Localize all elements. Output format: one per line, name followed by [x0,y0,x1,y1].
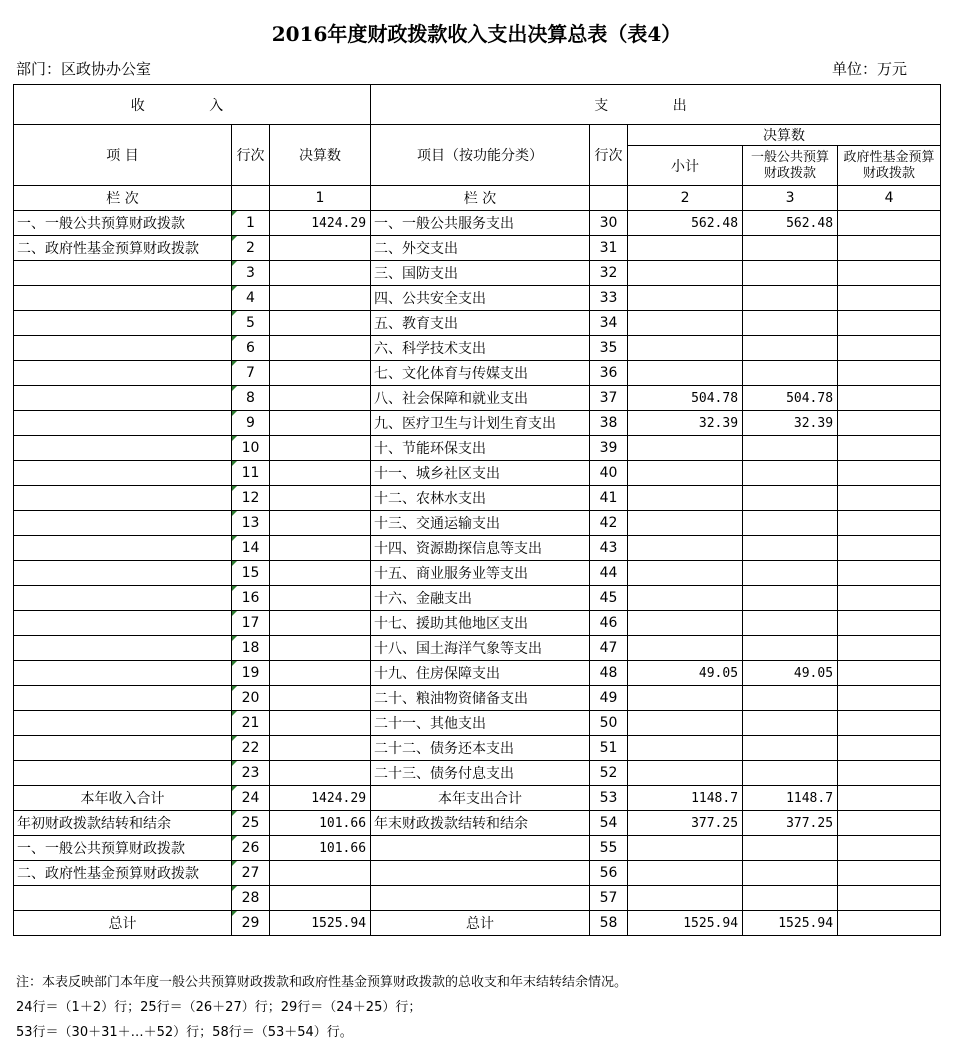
subtotal-cell [628,586,743,611]
subtotal-cell [628,511,743,536]
expense-line-cell: 53 [590,786,628,811]
expense-item-cell: 五、教育支出 [371,311,590,336]
table-row [14,461,941,486]
income-item-cell [14,661,232,686]
general-budget-cell [743,536,838,561]
gov-fund-cell [838,436,941,461]
expense-line-cell: 45 [590,586,628,611]
income-item-cell [14,636,232,661]
subtotal-cell [628,361,743,386]
subtotal-cell: 49.05 [628,661,743,686]
expense-item-cell: 十八、国土海洋气象等支出 [371,636,590,661]
expense-line-cell: 37 [590,386,628,411]
expense-line-cell: 48 [590,661,628,686]
gov-fund-cell [838,911,941,936]
subtotal-cell [628,611,743,636]
income-amount-cell [270,661,371,686]
income-item-cell [14,436,232,461]
gov-fund-cell [838,386,941,411]
gov-fund-cell [838,811,941,836]
expense-item-header: 项目（按功能分类） [371,125,590,186]
gov-fund-cell [838,361,941,386]
gov-fund-cell [838,536,941,561]
subtotal-cell [628,761,743,786]
general-budget-cell [743,561,838,586]
income-line-cell: 10 [232,436,270,461]
gov-fund-cell [838,561,941,586]
income-amount-cell [270,311,371,336]
general-budget-cell [743,511,838,536]
gov-fund-cell [838,461,941,486]
income-amount-cell [270,511,371,536]
note-line: 53行＝（30＋31＋…＋52）行；58行＝（53＋54）行。 [16,1025,353,1040]
expense-item-cell: 十九、住房保障支出 [371,661,590,686]
income-item-cell [14,311,232,336]
expense-line-cell: 55 [590,836,628,861]
gov-fund-cell [838,511,941,536]
income-line-cell: 3 [232,261,270,286]
income-amount-cell: 1525.94 [270,911,371,936]
income-amount-cell [270,561,371,586]
general-budget-cell: 1148.7 [743,786,838,811]
table-row [14,361,941,386]
gov-fund-cell [838,411,941,436]
expense-line-cell: 43 [590,536,628,561]
expense-item-cell: 四、公共安全支出 [371,286,590,311]
expense-line-cell: 34 [590,311,628,336]
income-line-cell: 23 [232,761,270,786]
income-line-cell: 19 [232,661,270,686]
expense-line-cell: 58 [590,911,628,936]
table-row [14,711,941,736]
gov-fund-cell [838,236,941,261]
table-row [14,911,941,936]
expense-line-cell: 56 [590,861,628,886]
income-line-cell: 7 [232,361,270,386]
income-item-cell: 一、一般公共预算财政拨款 [14,836,232,861]
subtotal-cell [628,236,743,261]
table-row [14,511,941,536]
expense-line-cell: 51 [590,736,628,761]
gov-fund-cell [838,861,941,886]
income-item-cell: 二、政府性基金预算财政拨款 [14,861,232,886]
table-row [14,686,941,711]
subtotal-cell: 1148.7 [628,786,743,811]
gov-fund-cell [838,836,941,861]
income-line-cell: 25 [232,811,270,836]
gov-fund-cell [838,886,941,911]
gov-fund-cell [838,761,941,786]
expense-line-cell: 52 [590,761,628,786]
income-amount-cell [270,286,371,311]
expense-header: 支 出 [371,85,941,125]
gov-fund-cell [838,261,941,286]
income-line-cell: 15 [232,561,270,586]
expense-item-cell: 十六、金融支出 [371,586,590,611]
table-row [14,786,941,811]
gov-fund-cell [838,736,941,761]
subtotal-cell [628,636,743,661]
income-amount-header: 决算数 [270,125,371,186]
gov-fund-cell [838,211,941,236]
income-amount-cell [270,361,371,386]
expense-item-cell: 十二、农林水支出 [371,486,590,511]
expense-item-cell: 二十、粮油物资储备支出 [371,686,590,711]
expense-item-cell [371,836,590,861]
income-amount-cell [270,486,371,511]
general-budget-cell [743,711,838,736]
income-line-cell: 26 [232,836,270,861]
table-row [14,561,941,586]
table-row [14,411,941,436]
expense-line-cell: 40 [590,461,628,486]
income-amount-cell [270,736,371,761]
income-line-cell: 16 [232,586,270,611]
income-line-cell: 1 [232,211,270,236]
general-budget-cell [743,486,838,511]
gov-fund-cell [838,786,941,811]
general-budget-cell: 1525.94 [743,911,838,936]
expense-line-cell: 50 [590,711,628,736]
subtotal-cell [628,461,743,486]
table-row [14,536,941,561]
subtotal-cell [628,836,743,861]
income-amount-cell [270,386,371,411]
expense-item-cell: 本年支出合计 [371,786,590,811]
gov-fund-cell [838,486,941,511]
income-amount-cell [270,611,371,636]
empty-cell [590,186,628,211]
income-amount-cell [270,261,371,286]
expense-line-cell: 35 [590,336,628,361]
expense-line-header: 行次 [590,125,628,186]
income-item-cell [14,261,232,286]
income-line-cell: 18 [232,636,270,661]
expense-item-cell: 十三、交通运输支出 [371,511,590,536]
table-row [14,636,941,661]
expense-item-cell: 一、一般公共服务支出 [371,211,590,236]
expense-line-cell: 46 [590,611,628,636]
general-budget-cell: 504.78 [743,386,838,411]
gov-fund-header: 政府性基金预算财政拨款 [838,146,941,186]
subtotal-cell [628,561,743,586]
income-amount-cell [270,686,371,711]
gov-fund-cell [838,286,941,311]
budget-table [13,84,941,936]
income-line-cell: 5 [232,311,270,336]
income-amount-cell [270,861,371,886]
general-budget-cell: 562.48 [743,211,838,236]
table-row [14,836,941,861]
table-row [14,286,941,311]
expense-item-cell: 二十三、债务付息支出 [371,761,590,786]
gov-fund-cell [838,661,941,686]
income-item-cell [14,611,232,636]
expense-item-cell: 三、国防支出 [371,261,590,286]
expense-item-cell: 九、医疗卫生与计划生育支出 [371,411,590,436]
income-line-cell: 9 [232,411,270,436]
general-budget-cell [743,311,838,336]
page-title: 2016年度财政拨款收入支出决算总表（表4） [271,22,682,46]
expense-line-cell: 44 [590,561,628,586]
income-amount-cell [270,436,371,461]
general-budget-cell [743,636,838,661]
subtotal-cell [628,736,743,761]
general-budget-cell [743,736,838,761]
expense-line-cell: 38 [590,411,628,436]
subtotal-cell [628,686,743,711]
general-budget-cell [743,861,838,886]
income-amount-cell [270,886,371,911]
general-budget-cell [743,836,838,861]
gov-fund-cell [838,686,941,711]
general-budget-cell [743,236,838,261]
empty-cell [232,186,270,211]
gov-fund-cell [838,711,941,736]
expense-item-cell [371,886,590,911]
gov-fund-cell [838,336,941,361]
table-row [14,811,941,836]
income-amount-cell [270,761,371,786]
col-number-2: 2 [628,186,743,211]
general-budget-cell: 32.39 [743,411,838,436]
income-item-cell [14,561,232,586]
income-column-label: 栏 次 [14,186,232,211]
income-item-cell [14,286,232,311]
col-number-4: 4 [838,186,941,211]
income-item-cell [14,686,232,711]
income-item-cell [14,536,232,561]
income-item-header: 项 目 [14,125,232,186]
income-item-cell [14,586,232,611]
expense-line-cell: 33 [590,286,628,311]
general-budget-cell: 377.25 [743,811,838,836]
gov-fund-cell [838,611,941,636]
income-amount-cell [270,536,371,561]
subtotal-cell [628,711,743,736]
income-line-cell: 29 [232,911,270,936]
general-budget-cell [743,286,838,311]
subtotal-cell [628,861,743,886]
income-line-cell: 27 [232,861,270,886]
income-amount-cell: 1424.29 [270,211,371,236]
general-budget-cell [743,361,838,386]
gov-fund-cell [838,586,941,611]
subtotal-cell [628,886,743,911]
income-line-cell: 21 [232,711,270,736]
table-row [14,661,941,686]
income-header: 收 入 [14,85,371,125]
income-amount-cell [270,586,371,611]
general-budget-cell [743,761,838,786]
income-item-cell [14,336,232,361]
income-line-cell: 8 [232,386,270,411]
income-line-header: 行次 [232,125,270,186]
income-amount-cell [270,461,371,486]
income-amount-cell [270,236,371,261]
expense-line-cell: 49 [590,686,628,711]
subtotal-cell: 562.48 [628,211,743,236]
income-item-cell [14,411,232,436]
income-line-cell: 12 [232,486,270,511]
col-number-3: 3 [743,186,838,211]
gov-fund-cell [838,311,941,336]
income-item-cell [14,886,232,911]
note-line: 24行＝（1＋2）行；25行＝（26＋27）行；29行＝（24＋25）行； [16,1000,422,1015]
income-line-cell: 28 [232,886,270,911]
income-line-cell: 17 [232,611,270,636]
table-row [14,311,941,336]
unit-label: 单位：万元 [832,60,908,78]
table-row [14,736,941,761]
expense-line-cell: 31 [590,236,628,261]
gov-fund-cell [838,636,941,661]
general-budget-cell [743,611,838,636]
subtotal-cell [628,536,743,561]
subtotal-cell: 1525.94 [628,911,743,936]
table-row [14,886,941,911]
income-item-cell [14,761,232,786]
subtotal-cell [628,336,743,361]
income-amount-cell [270,711,371,736]
expense-column-label: 栏 次 [371,186,590,211]
general-budget-cell: 49.05 [743,661,838,686]
income-amount-cell: 1424.29 [270,786,371,811]
expense-item-cell: 十、节能环保支出 [371,436,590,461]
expense-line-cell: 42 [590,511,628,536]
general-budget-cell [743,886,838,911]
table-row [14,436,941,461]
general-budget-header: 一般公共预算财政拨款 [743,146,838,186]
expense-item-cell: 十四、资源勘探信息等支出 [371,536,590,561]
income-item-cell [14,511,232,536]
table-row [14,861,941,886]
income-line-cell: 11 [232,461,270,486]
expense-line-cell: 36 [590,361,628,386]
table-row [14,236,941,261]
income-line-cell: 20 [232,686,270,711]
expense-line-cell: 30 [590,211,628,236]
general-budget-cell [743,586,838,611]
table-row [14,211,941,236]
expense-item-cell: 十一、城乡社区支出 [371,461,590,486]
table-row [14,386,941,411]
income-amount-cell [270,411,371,436]
income-item-cell: 一、一般公共预算财政拨款 [14,211,232,236]
subtotal-cell [628,436,743,461]
income-line-cell: 13 [232,511,270,536]
expense-line-cell: 41 [590,486,628,511]
expense-item-cell: 八、社会保障和就业支出 [371,386,590,411]
income-item-cell [14,386,232,411]
subtotal-cell: 377.25 [628,811,743,836]
expense-item-cell: 二、外交支出 [371,236,590,261]
expense-line-cell: 32 [590,261,628,286]
general-budget-cell [743,461,838,486]
expense-line-cell: 39 [590,436,628,461]
final-amount-header: 决算数 [628,125,941,146]
col-number-1: 1 [270,186,371,211]
general-budget-cell [743,261,838,286]
expense-line-cell: 57 [590,886,628,911]
income-line-cell: 2 [232,236,270,261]
subtotal-cell [628,311,743,336]
income-item-cell: 二、政府性基金预算财政拨款 [14,236,232,261]
notes [16,970,627,1045]
subtotal-header: 小计 [628,146,743,186]
income-amount-cell: 101.66 [270,811,371,836]
income-item-cell [14,461,232,486]
subtotal-cell [628,486,743,511]
expense-item-cell [371,861,590,886]
income-amount-cell [270,336,371,361]
income-item-cell [14,736,232,761]
expense-item-cell: 十五、商业服务业等支出 [371,561,590,586]
expense-item-cell: 年末财政拨款结转和结余 [371,811,590,836]
note-line: 注：本表反映部门本年度一般公共预算财政拨款和政府性基金预算财政拨款的总收支和年末结转结余情况。 [16,975,628,990]
income-item-cell: 本年收入合计 [14,786,232,811]
income-amount-cell [270,636,371,661]
income-line-cell: 6 [232,336,270,361]
income-amount-cell: 101.66 [270,836,371,861]
subtotal-cell [628,286,743,311]
income-item-cell [14,486,232,511]
subtotal-cell: 32.39 [628,411,743,436]
table-row [14,486,941,511]
expense-item-cell: 六、科学技术支出 [371,336,590,361]
general-budget-cell [743,686,838,711]
expense-item-cell: 二十二、债务还本支出 [371,736,590,761]
expense-item-cell: 二十一、其他支出 [371,711,590,736]
table-row [14,586,941,611]
table-row [14,611,941,636]
income-line-cell: 14 [232,536,270,561]
expense-item-cell: 七、文化体育与传媒支出 [371,361,590,386]
table-row [14,761,941,786]
expense-item-cell: 总计 [371,911,590,936]
general-budget-cell [743,336,838,361]
table-row [14,336,941,361]
expense-line-cell: 47 [590,636,628,661]
expense-item-cell: 十七、援助其他地区支出 [371,611,590,636]
income-line-cell: 22 [232,736,270,761]
subtotal-cell: 504.78 [628,386,743,411]
income-item-cell [14,711,232,736]
department-label: 部门：区政协办公室 [16,60,152,78]
income-line-cell: 24 [232,786,270,811]
subtotal-cell [628,261,743,286]
general-budget-cell [743,436,838,461]
income-item-cell: 总计 [14,911,232,936]
expense-line-cell: 54 [590,811,628,836]
income-line-cell: 4 [232,286,270,311]
income-item-cell [14,361,232,386]
table-row [14,261,941,286]
income-item-cell: 年初财政拨款结转和结余 [14,811,232,836]
